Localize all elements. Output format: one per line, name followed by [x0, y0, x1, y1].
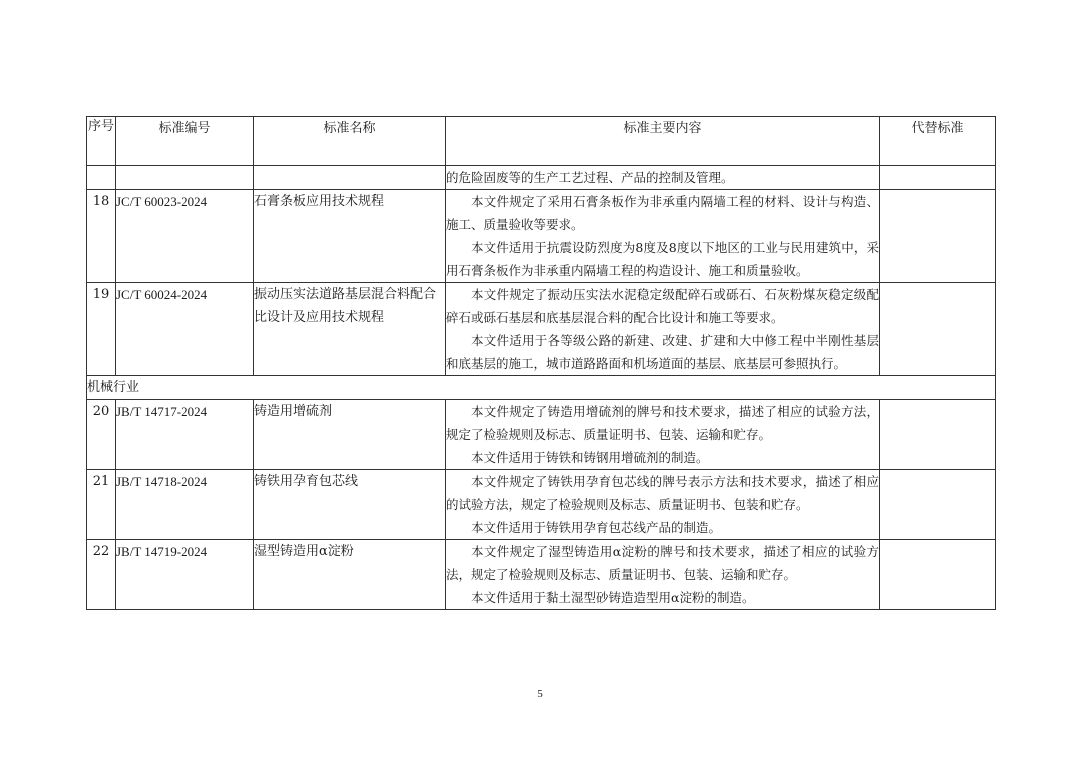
- row-number: 18: [87, 190, 116, 283]
- table-row: [87, 400, 996, 470]
- standard-content: [446, 400, 880, 470]
- content-paragraph: 本文件适用于铸铁用孕育包芯线产品的制造。: [471, 520, 722, 535]
- header-name: 标准名称: [254, 117, 446, 166]
- table-row: [87, 190, 996, 283]
- content-paragraph: 本文件规定了铸造用增硫剂的牌号和技术要求，描述了相应的试验方法，规定了检验规则及标志、质量证明书、包装、运输和贮存。: [446, 404, 879, 442]
- continuation-text: 的危险固废等的生产工艺过程、产品的控制及管理。: [446, 170, 734, 185]
- content-paragraph: 本文件规定了湿型铸造用α淀粉的牌号和技术要求，描述了相应的试验方法，规定了检验规则及标志、质量证明书、包装、运输和贮存。: [446, 544, 879, 582]
- table-row: [87, 540, 996, 610]
- standards-table: [86, 116, 996, 610]
- standard-name: 铸铁用孕育包芯线: [254, 470, 446, 540]
- header-replaced: 代替标准: [880, 117, 996, 166]
- standard-name: 石膏条板应用技术规程: [254, 190, 446, 283]
- content-paragraph: 本文件规定了振动压实法水泥稳定级配碎石或砾石、石灰粉煤灰稳定级配碎石或砾石基层和底基层混合料的配合比设计和施工等要求。: [446, 287, 879, 325]
- content-paragraph: 本文件规定了采用石膏条板作为非承重内隔墙工程的材料、设计与构造、施工、质量验收等要求。: [446, 194, 879, 232]
- content-paragraph: 本文件适用于黏土湿型砂铸造造型用α淀粉的制造。: [471, 590, 755, 605]
- content-paragraph: 本文件适用于铸铁和铸钢用增硫剂的制造。: [471, 450, 709, 465]
- standard-code: JB/T 14718-2024: [116, 470, 254, 540]
- row-number: 19: [87, 283, 116, 376]
- row-number: 21: [87, 470, 116, 540]
- standard-name: 铸造用增硫剂: [254, 400, 446, 470]
- replaced-standard: [880, 470, 996, 540]
- standard-content: [446, 540, 880, 610]
- row-number: 22: [87, 540, 116, 610]
- page-number: 5: [537, 688, 543, 700]
- replaced-standard: [880, 400, 996, 470]
- row-number: 20: [87, 400, 116, 470]
- standard-name: 湿型铸造用α淀粉: [254, 540, 446, 610]
- table-row: [87, 283, 996, 376]
- standard-content: [446, 283, 880, 376]
- standard-content: [446, 190, 880, 283]
- section-heading: 机械行业: [87, 376, 996, 400]
- content-paragraph: 本文件适用于各等级公路的新建、改建、扩建和大中修工程中半刚性基层和底基层的施工，城市道路路面和机场道面的基层、底基层可参照执行。: [446, 333, 879, 371]
- header-seq: 序号: [87, 117, 116, 166]
- standard-code: JC/T 60023-2024: [116, 190, 254, 283]
- standard-name: 振动压实法道路基层混合料配合比设计及应用技术规程: [254, 283, 446, 376]
- replaced-standard: [880, 283, 996, 376]
- standard-code: JB/T 14719-2024: [116, 540, 254, 610]
- standard-code: JC/T 60024-2024: [116, 283, 254, 376]
- content-paragraph: 本文件规定了铸铁用孕育包芯线的牌号表示方法和技术要求，描述了相应的试验方法，规定了检验规则及标志、质量证明书、包装和贮存。: [446, 474, 879, 512]
- header-content: 标准主要内容: [446, 117, 880, 166]
- replaced-standard: [880, 540, 996, 610]
- replaced-standard: [880, 190, 996, 283]
- standard-content: [446, 470, 880, 540]
- standard-code: JB/T 14717-2024: [116, 400, 254, 470]
- continuation-row: [87, 166, 996, 190]
- table-row: [87, 470, 996, 540]
- section-row: [87, 376, 996, 400]
- table-header-row: [87, 117, 996, 166]
- header-code: 标准编号: [116, 117, 254, 166]
- content-paragraph: 本文件适用于抗震设防烈度为8度及8度以下地区的工业与民用建筑中，采用石膏条板作为非承重内隔墙工程的构造设计、施工和质量验收。: [446, 240, 879, 278]
